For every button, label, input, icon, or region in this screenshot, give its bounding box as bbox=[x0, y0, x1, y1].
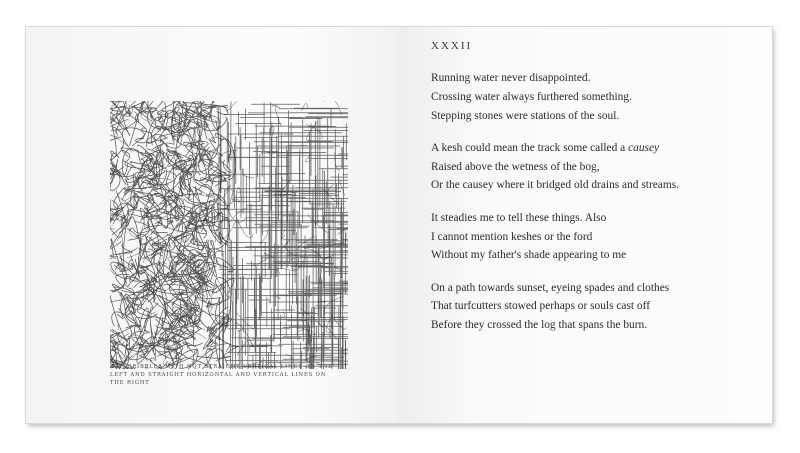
stanza-4 bbox=[431, 279, 731, 335]
poem-title: XXXII bbox=[431, 40, 473, 52]
poem-line: Raised above the wetness of the bog, bbox=[431, 160, 600, 173]
poem-line: Running water never disappointed. bbox=[431, 72, 591, 84]
poem-line: That turfcutters stowed perhaps or souls cast off bbox=[431, 300, 651, 313]
poem-line: I cannot mention keshes or the ford bbox=[431, 230, 593, 243]
poem-line: Before they crossed the log that spans the burn. bbox=[431, 319, 648, 332]
plate-number: 32 bbox=[110, 362, 119, 370]
caption-text: SCRIBBLES WITH NOT STRAIGHT VERTICAL LINES ON THE LEFT AND STRAIGHT HORIZONTAL AND VERTICAL LINES ON THE RIGHT bbox=[110, 364, 333, 386]
poem bbox=[431, 40, 731, 349]
stanza-2 bbox=[431, 139, 731, 195]
poem-line: Stepping stones were stations of the soul. bbox=[431, 109, 620, 122]
plate-caption bbox=[110, 362, 340, 387]
poem-line: On a path towards sunset, eyeing spades and clothes bbox=[431, 281, 670, 294]
poem-line bbox=[431, 139, 731, 158]
poem-line-text: A kesh could mean the track some called a bbox=[431, 141, 626, 154]
left-page bbox=[26, 27, 399, 423]
stanza-3 bbox=[431, 209, 731, 265]
poem-line: Or the causey where it bridged old drains and streams. bbox=[431, 179, 679, 192]
poem-line: It steadies me to tell these things. Also bbox=[431, 211, 607, 224]
italic-word: causey bbox=[628, 141, 660, 154]
poem-line: Without my father's shade appearing to me bbox=[431, 249, 627, 262]
stanza-1 bbox=[431, 69, 731, 125]
scribble-artwork bbox=[110, 101, 348, 369]
poem-line: Crossing water always furthered something. bbox=[431, 90, 632, 103]
